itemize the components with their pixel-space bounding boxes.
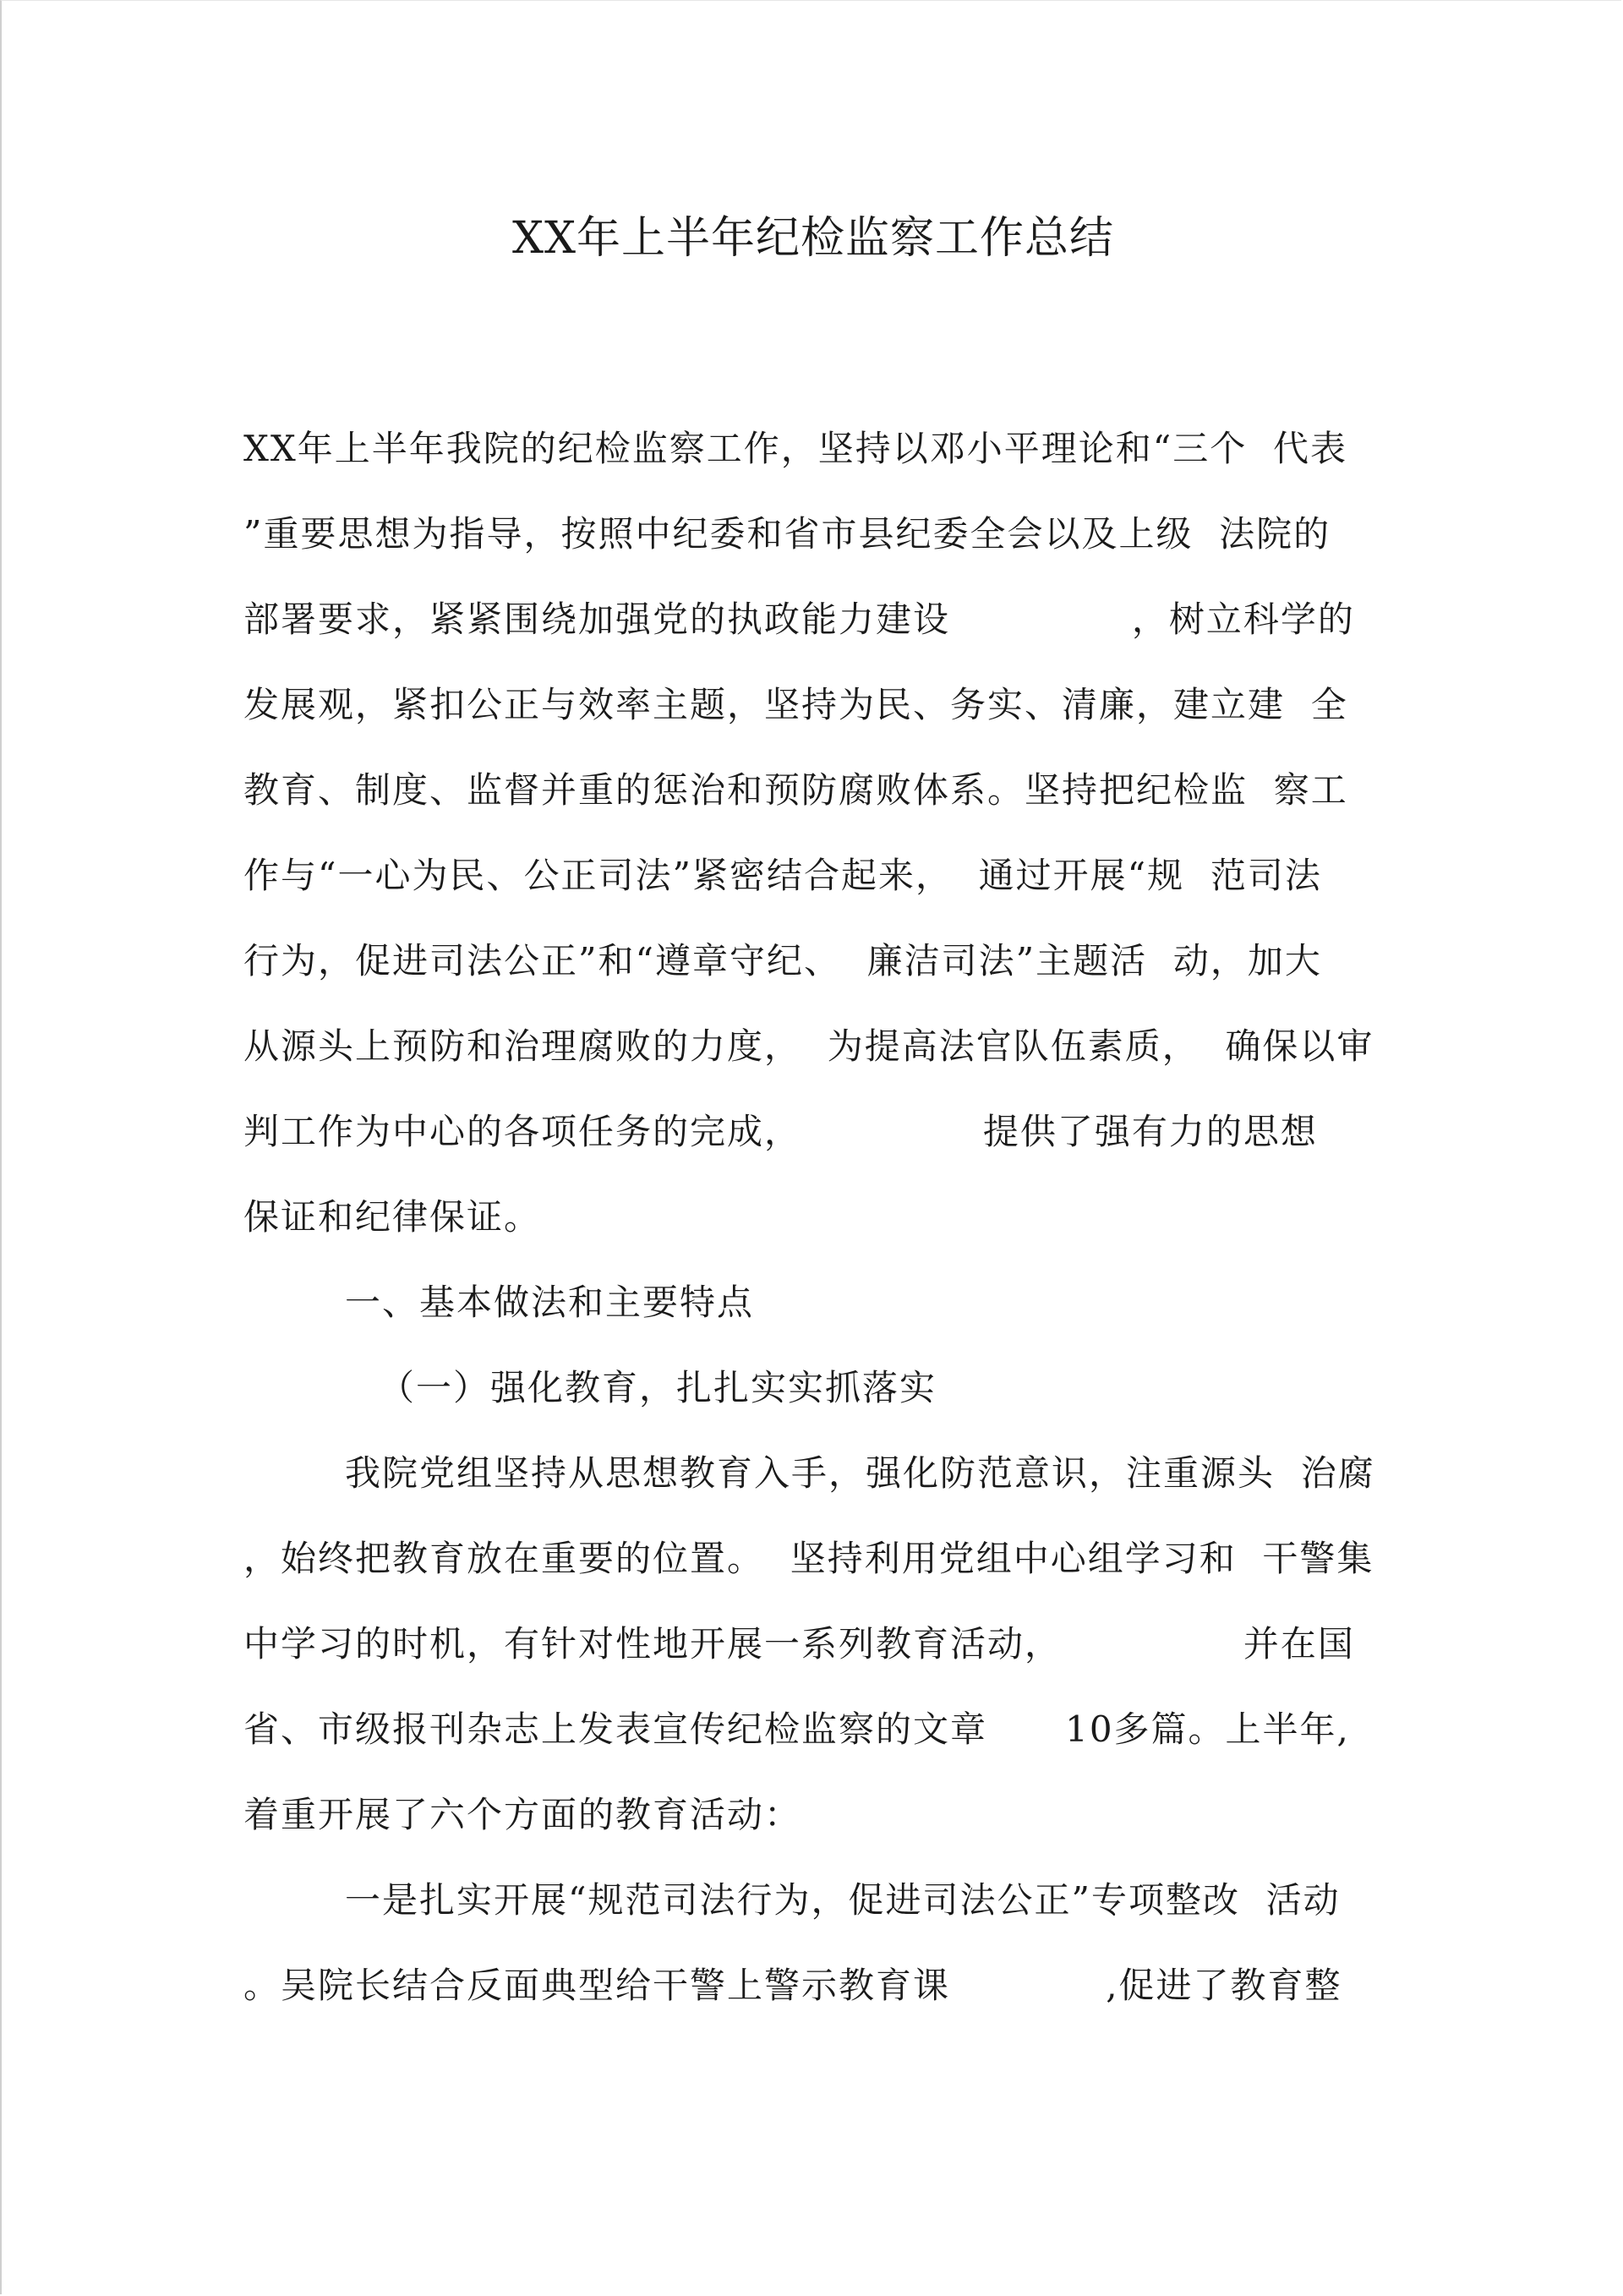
subsection-heading: （一）强化教育，扎扎实实抓落实: [379, 1367, 937, 1408]
text-line: 判工作为中心的各项任务的完成， 提供了强有力的思想: [243, 1111, 1318, 1152]
text-line: 一是扎实开展“规范司法行为，促进司法公正”专项整改 活动: [345, 1879, 1341, 1921]
text-line: 保证和纪律保证。: [243, 1196, 542, 1238]
text-line: 中学习的时机，有针对性地开展一系列教育活动， 并在国: [243, 1623, 1355, 1665]
text-line: 省、市级报刊杂志上发表宣传纪检监察的文章 10多篇。上半年,: [243, 1708, 1350, 1750]
text-line: 教育、制度、监督并重的惩治和预防腐败体系。坚持把纪检监 察工: [243, 769, 1348, 811]
document-title: XX年上半年纪检监察工作总结: [511, 213, 1115, 264]
text-line: 着重开展了六个方面的教育活动：: [243, 1794, 802, 1835]
text-line: XX年上半年我院的纪检监察工作，坚持以邓小平理论和“三个 代表: [243, 428, 1347, 469]
text-line: 从源头上预防和治理腐败的力度， 为提高法官队伍素质， 确保以审: [243, 1025, 1374, 1067]
text-line: 我院党组坚持从思想教育入手，强化防范意识，注重源头 治腐: [345, 1452, 1375, 1494]
section-heading: 一、基本做法和主要特点: [345, 1282, 755, 1323]
text-line: ，始终把教育放在重要的位置。 坚持利用党组中心组学习和 干警集: [243, 1538, 1374, 1579]
text-line: 作与“一心为民、公正司法”紧密结合起来， 通过开展“规 范司法: [243, 855, 1322, 896]
text-line: 。吴院长结合反面典型给干警上警示教育课 ,促进了教育整: [243, 1965, 1342, 2006]
text-line: 部署要求，紧紧围绕加强党的执政能力建设 ，树立科学的: [243, 599, 1355, 640]
text-line: ”重要思想为指导，按照中纪委和省市县纪委全会以及上级 法院的: [243, 513, 1331, 555]
text-line: 发展观，紧扣公正与效率主题，坚持为民、务实、清廉，建立建 全: [243, 684, 1348, 725]
text-line: 行为，促进司法公正”和“遵章守纪、 廉洁司法”主题活 动，加大: [243, 940, 1322, 981]
